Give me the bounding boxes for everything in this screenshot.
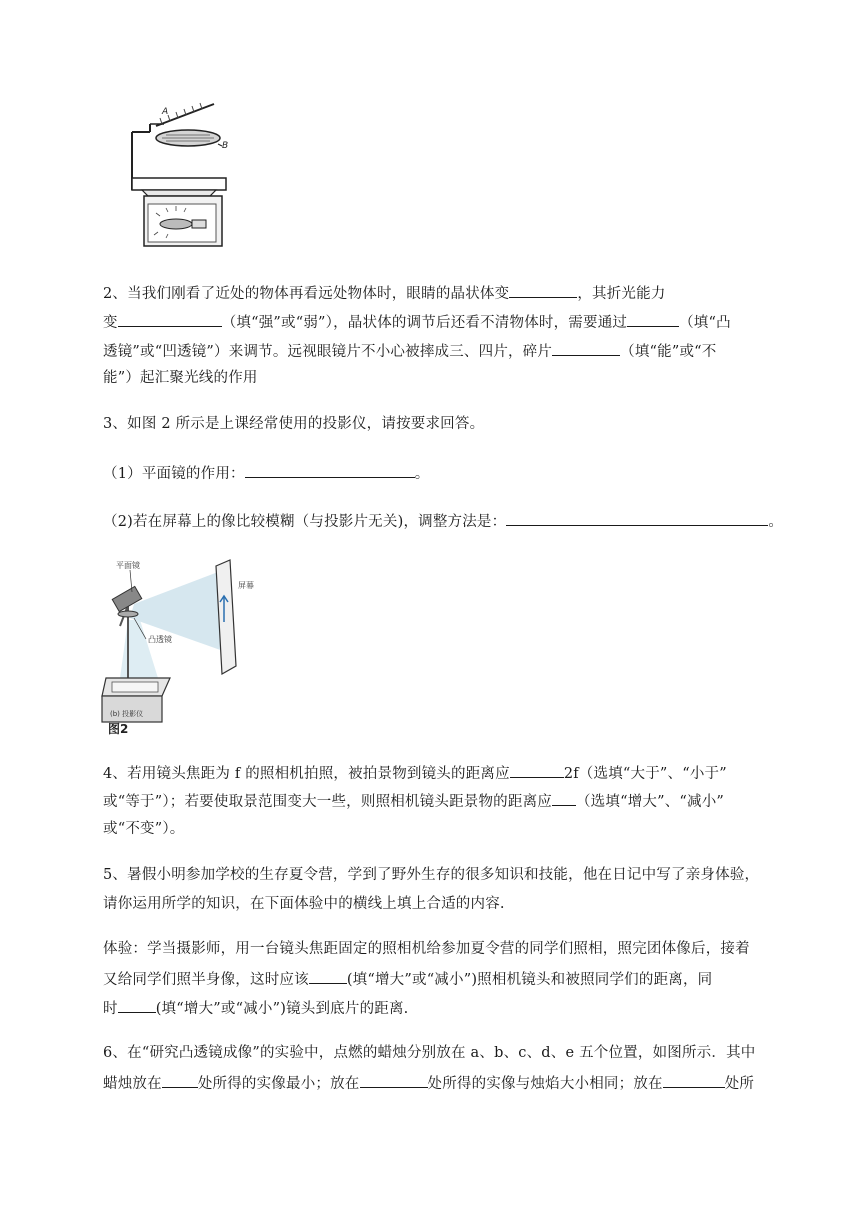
q5-line-2: 请你运用所学的知识，在下面体验中的横线上填上合适的内容. [103, 896, 505, 912]
figure-2-label-base: (b) 投影仪 [110, 710, 144, 718]
q3-stem: 3、如图 2 所示是上课经常使用的投影仪，请按要求回答。 [103, 416, 485, 432]
q2-blank-1[interactable] [509, 282, 577, 298]
q4-line-3: 或“不变”）。 [103, 821, 185, 837]
figure-1-label-b: B [222, 141, 229, 151]
q6-blank-2[interactable] [360, 1072, 428, 1088]
q6-blank-3[interactable] [663, 1072, 725, 1088]
q6-line-2: 蜡烛放在 处所得的实像最小；放在 处所得的实像与烛焰大小相同；放在 处所 [103, 1072, 803, 1094]
q4-blank-2[interactable] [552, 790, 576, 806]
q5-experience-line-2: 又给同学们照半身像，这时应该 (填“增大”或“减小”)照相机镜头和被照同学们的距离，同 [103, 968, 803, 990]
q5-line-1: 5、暑假小明参加学校的生存夏令营，学到了野外生存的很多知识和技能，他在日记中写了亲身体验， [103, 867, 760, 883]
figure-2-label-lens: 凸透镜 [148, 635, 172, 644]
q2-blank-2[interactable] [118, 311, 222, 327]
q4-blank-1[interactable] [510, 762, 564, 778]
q2-line-4: 能”）起汇聚光线的作用 [103, 370, 258, 386]
figure-1-diagram [128, 100, 236, 250]
q3-part-1: （1）平面镜的作用： 。 [103, 462, 803, 484]
figure-2-label-screen: 屏幕 [238, 581, 254, 590]
figure-2-projector [100, 556, 268, 736]
figure-2-label-mirror: 平面镜 [116, 561, 140, 570]
q4-line-1: 4、若用镜头焦距为 f 的照相机拍照，被拍景物到镜头的距离应 2f（选填“大于”、“小于” [103, 762, 803, 784]
q6-blank-1[interactable] [162, 1072, 198, 1088]
q2-line-2: 变 （填“强”或“弱”），晶状体的调节后还看不清物体时，需要通过 （填“凸 [103, 311, 803, 333]
q5-blank-1[interactable] [309, 968, 347, 984]
q2-line-1: 2、当我们刚看了近处的物体再看远处物体时，眼睛的晶状体变 ，其折光能力 [103, 282, 803, 304]
q2-blank-4[interactable] [552, 340, 620, 356]
q5-experience-line-1: 体验：学当摄影师，用一台镜头焦距固定的照相机给参加夏令营的同学们照相，照完团体像后，接着 [103, 941, 750, 957]
figure-2-caption: 图2 [108, 722, 129, 736]
q3-blank-2[interactable] [506, 510, 768, 526]
q2-line-3: 透镜”或“凹透镜”）来调节。远视眼镜片不小心被摔成三、四片，碎片 （填“能”或“不 [103, 340, 803, 362]
q3-part-2: （2)若在屏幕上的像比较模糊（与投影片无关)，调整方法是： 。 [103, 510, 803, 532]
q5-blank-2[interactable] [118, 997, 156, 1013]
q2-blank-3[interactable] [627, 311, 679, 327]
q3-blank-1[interactable] [245, 462, 415, 478]
q6-line-1: 6、在“研究凸透镜成像”的实验中，点燃的蜡烛分别放在 a、b、c、d、e 五个位置，如图所示．其中 [103, 1045, 756, 1061]
q5-experience-line-3: 时 (填“增大”或“减小”)镜头到底片的距离. [103, 997, 803, 1019]
figure-1-label-a: A [162, 107, 169, 117]
q4-line-2: 或“等于”）；若要使取景范围变大一些，则照相机镜头距景物的距离应 （选填“增大”、“减小” [103, 790, 803, 812]
